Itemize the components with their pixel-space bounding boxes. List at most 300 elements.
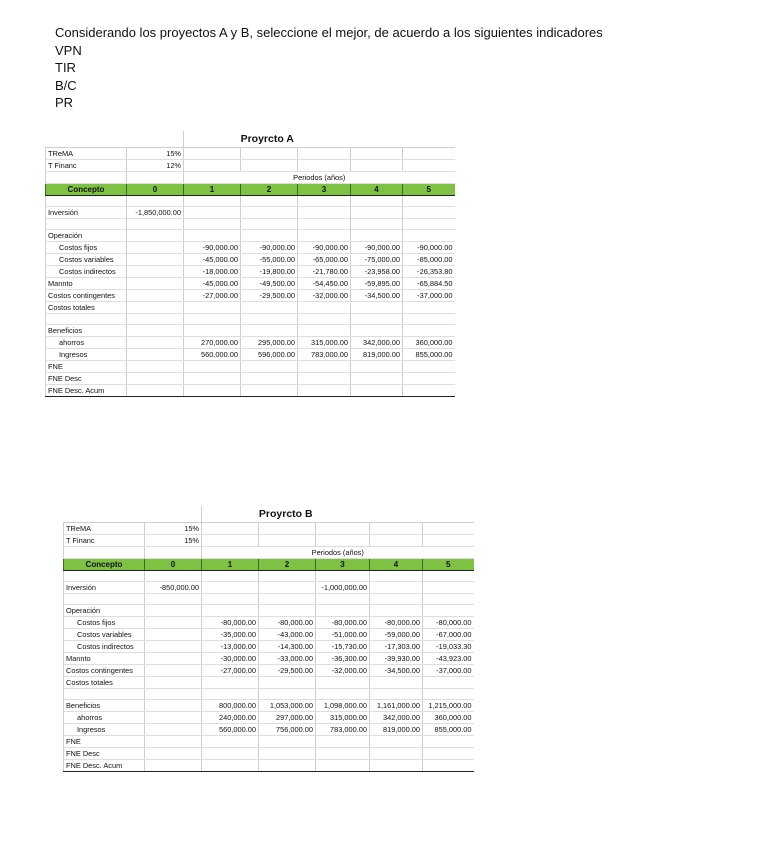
value-beneficios-p4[interactable] [351, 325, 403, 337]
value-costos-variables-p2[interactable]: -55,000.00 [241, 254, 298, 266]
header-period-4[interactable]: 4 [351, 184, 403, 196]
value-costos-contingentes-p3[interactable]: -32,000.00 [316, 665, 370, 677]
value-fne-desc-p2[interactable] [241, 373, 298, 385]
label-fne-desc-acum[interactable]: FNE Desc. Acum [46, 385, 127, 397]
value-costos-totales-p5[interactable] [403, 302, 455, 314]
empty-cell[interactable] [46, 219, 127, 230]
value-inversi-n-p5[interactable] [403, 207, 455, 219]
value-costos-totales-p5[interactable] [423, 677, 474, 689]
blank-cell[interactable] [145, 506, 202, 523]
value-costos-indirectos-p0[interactable] [127, 266, 184, 278]
value-inversi-n-p1[interactable] [202, 582, 259, 594]
value-inversi-n-p2[interactable] [241, 207, 298, 219]
empty-cell[interactable] [46, 314, 127, 325]
empty-cell[interactable] [423, 689, 474, 700]
empty-cell[interactable] [184, 160, 241, 172]
value-fne-desc-acum-p3[interactable] [316, 760, 370, 772]
value-mannto-p4[interactable]: -59,895.00 [351, 278, 403, 290]
value-costos-variables-p5[interactable]: -67,000.00 [423, 629, 474, 641]
value-fne-desc-acum-p2[interactable] [241, 385, 298, 397]
periods-label[interactable]: Periodos (años) [202, 547, 474, 559]
value-costos-variables-p3[interactable]: -51,000.00 [316, 629, 370, 641]
value-mannto-p3[interactable]: -36,300.00 [316, 653, 370, 665]
value-fne-desc-p4[interactable] [370, 748, 423, 760]
value-costos-variables-p1[interactable]: -45,000.00 [184, 254, 241, 266]
value-costos-indirectos-p1[interactable]: -18,000.00 [184, 266, 241, 278]
empty-cell[interactable] [202, 689, 259, 700]
value-inversi-n-p0[interactable]: -850,000.00 [145, 582, 202, 594]
value-fne-desc-p3[interactable] [316, 748, 370, 760]
value-mannto-p1[interactable]: -45,000.00 [184, 278, 241, 290]
value-fne-desc-p4[interactable] [351, 373, 403, 385]
trema-label[interactable]: TReMA [64, 523, 145, 535]
empty-cell[interactable] [351, 219, 403, 230]
value-ahorros-p0[interactable] [127, 337, 184, 349]
value-costos-contingentes-p1[interactable]: -27,000.00 [202, 665, 259, 677]
empty-cell[interactable] [423, 523, 474, 535]
value-ahorros-p4[interactable]: 342,000.00 [351, 337, 403, 349]
row-costos-variables [64, 629, 474, 641]
empty-cell[interactable] [423, 535, 474, 547]
value-fne-p5[interactable] [403, 361, 455, 373]
value-ahorros-p5[interactable]: 360,000.00 [403, 337, 455, 349]
value-fne-desc-p0[interactable] [127, 373, 184, 385]
value-costos-variables-p5[interactable]: -85,000.00 [403, 254, 455, 266]
value-costos-contingentes-p4[interactable]: -34,500.00 [351, 290, 403, 302]
empty-cell[interactable] [64, 594, 145, 605]
value-ahorros-p0[interactable] [145, 712, 202, 724]
value-fne-p3[interactable] [316, 736, 370, 748]
label-beneficios[interactable]: Beneficios [64, 700, 145, 712]
empty-cell[interactable] [241, 148, 298, 160]
empty-cell[interactable] [145, 689, 202, 700]
value-fne-p5[interactable] [423, 736, 474, 748]
empty-cell[interactable] [46, 196, 127, 207]
value-operaci-n-p3[interactable] [298, 230, 351, 242]
row-fne-desc-acum [64, 760, 474, 772]
value-fne-desc-p3[interactable] [298, 373, 351, 385]
value-operaci-n-p4[interactable] [370, 605, 423, 617]
value-mannto-p2[interactable]: -33,000.00 [259, 653, 316, 665]
value-inversi-n-p3[interactable] [298, 207, 351, 219]
header-period-0[interactable]: 0 [127, 184, 184, 196]
value-costos-totales-p2[interactable] [241, 302, 298, 314]
empty-cell[interactable] [259, 594, 316, 605]
label-fne-desc[interactable]: FNE Desc [46, 373, 127, 385]
empty-cell[interactable] [127, 314, 184, 325]
value-operaci-n-p2[interactable] [259, 605, 316, 617]
tfinanc-label[interactable]: T Financ [46, 160, 127, 172]
empty-cell[interactable] [202, 523, 259, 535]
value-fne-p2[interactable] [241, 361, 298, 373]
value-ingresos-p5[interactable]: 855,000.00 [423, 724, 474, 736]
empty-cell[interactable] [403, 196, 455, 207]
value-costos-contingentes-p2[interactable]: -29,500.00 [259, 665, 316, 677]
value-costos-variables-p4[interactable]: -59,000.00 [370, 629, 423, 641]
value-costos-totales-p0[interactable] [145, 677, 202, 689]
tfinanc-value[interactable]: 15% [145, 535, 202, 547]
value-mannto-p1[interactable]: -30,000.00 [202, 653, 259, 665]
empty-cell[interactable] [351, 160, 403, 172]
blank-cell[interactable] [423, 506, 474, 523]
value-operaci-n-p2[interactable] [241, 230, 298, 242]
blank-cell[interactable] [127, 131, 184, 148]
label-beneficios[interactable]: Beneficios [46, 325, 127, 337]
label-costos-totales[interactable]: Costos totales [64, 677, 145, 689]
value-costos-fijos-p0[interactable] [127, 242, 184, 254]
value-costos-fijos-p3[interactable]: -90,000.00 [298, 242, 351, 254]
value-inversi-n-p0[interactable]: -1,850,000.00 [127, 207, 184, 219]
empty-cell[interactable] [64, 547, 145, 559]
value-costos-totales-p1[interactable] [184, 302, 241, 314]
value-mannto-p5[interactable]: -65,884.50 [403, 278, 455, 290]
value-costos-fijos-p2[interactable]: -90,000.00 [241, 242, 298, 254]
sheet-title[interactable]: Proyrcto A [184, 131, 351, 148]
value-costos-totales-p4[interactable] [351, 302, 403, 314]
value-beneficios-p5[interactable] [403, 325, 455, 337]
value-beneficios-p4[interactable]: 1,161,000.00 [370, 700, 423, 712]
value-ingresos-p4[interactable]: 819,000.00 [370, 724, 423, 736]
empty-cell[interactable] [64, 689, 145, 700]
row-inversi-n [64, 582, 474, 594]
value-costos-contingentes-p5[interactable]: -37,000.00 [423, 665, 474, 677]
label-costos-contingentes[interactable]: Costos contingentes [46, 290, 127, 302]
trema-value[interactable]: 15% [127, 148, 184, 160]
value-costos-contingentes-p0[interactable] [127, 290, 184, 302]
value-ingresos-p5[interactable]: 855,000.00 [403, 349, 455, 361]
value-mannto-p3[interactable]: -54,450.00 [298, 278, 351, 290]
value-ingresos-p2[interactable]: 756,000.00 [259, 724, 316, 736]
value-costos-totales-p3[interactable] [316, 677, 370, 689]
value-costos-variables-p4[interactable]: -75,000.00 [351, 254, 403, 266]
value-ingresos-p0[interactable] [145, 724, 202, 736]
header-period-2[interactable]: 2 [259, 559, 316, 571]
value-fne-p0[interactable] [127, 361, 184, 373]
value-costos-fijos-p5[interactable]: -80,000.00 [423, 617, 474, 629]
value-ingresos-p1[interactable]: 560,000.00 [202, 724, 259, 736]
empty-cell[interactable] [370, 535, 423, 547]
empty-cell[interactable] [403, 314, 455, 325]
empty-cell[interactable] [298, 314, 351, 325]
empty-cell[interactable] [423, 571, 474, 582]
value-costos-variables-p0[interactable] [127, 254, 184, 266]
label-costos-variables[interactable]: Costos variables [64, 629, 145, 641]
value-fne-desc-p0[interactable] [145, 748, 202, 760]
empty-cell[interactable] [241, 314, 298, 325]
value-inversi-n-p4[interactable] [351, 207, 403, 219]
label-costos-fijos[interactable]: Costos fijos [46, 242, 127, 254]
value-operaci-n-p4[interactable] [351, 230, 403, 242]
label-costos-fijos[interactable]: Costos fijos [64, 617, 145, 629]
value-mannto-p2[interactable]: -49,500.00 [241, 278, 298, 290]
value-operaci-n-p1[interactable] [202, 605, 259, 617]
label-inversi-n[interactable]: Inversión [64, 582, 145, 594]
value-fne-desc-acum-p5[interactable] [423, 760, 474, 772]
label-ingresos[interactable]: Ingresos [64, 724, 145, 736]
label-fne-desc[interactable]: FNE Desc [64, 748, 145, 760]
value-fne-desc-acum-p1[interactable] [202, 760, 259, 772]
value-fne-desc-acum-p4[interactable] [351, 385, 403, 397]
label-mannto[interactable]: Mannto [46, 278, 127, 290]
value-beneficios-p3[interactable] [298, 325, 351, 337]
value-costos-contingentes-p5[interactable]: -37,000.00 [403, 290, 455, 302]
label-inversi-n[interactable]: Inversión [46, 207, 127, 219]
empty-cell[interactable] [316, 571, 370, 582]
empty-cell[interactable] [351, 314, 403, 325]
empty-cell[interactable] [127, 196, 184, 207]
empty-cell[interactable] [316, 594, 370, 605]
empty-cell[interactable] [184, 196, 241, 207]
value-costos-indirectos-p3[interactable]: -21,780.00 [298, 266, 351, 278]
value-beneficios-p3[interactable]: 1,098,000.00 [316, 700, 370, 712]
value-inversi-n-p5[interactable] [423, 582, 474, 594]
value-costos-indirectos-p2[interactable]: -14,300.00 [259, 641, 316, 653]
header-concepto[interactable]: Concepto [64, 559, 145, 571]
empty-cell[interactable] [127, 219, 184, 230]
empty-cell[interactable] [298, 219, 351, 230]
value-fne-desc-acum-p2[interactable] [259, 760, 316, 772]
empty-cell[interactable] [259, 571, 316, 582]
empty-cell[interactable] [370, 523, 423, 535]
value-ahorros-p2[interactable]: 297,000.00 [259, 712, 316, 724]
value-ahorros-p1[interactable]: 240,000.00 [202, 712, 259, 724]
value-costos-fijos-p3[interactable]: -80,000.00 [316, 617, 370, 629]
value-costos-fijos-p1[interactable]: -80,000.00 [202, 617, 259, 629]
label-ahorros[interactable]: ahorros [64, 712, 145, 724]
value-costos-fijos-p4[interactable]: -80,000.00 [370, 617, 423, 629]
header-period-5[interactable]: 5 [403, 184, 455, 196]
value-costos-fijos-p5[interactable]: -90,000.00 [403, 242, 455, 254]
empty-cell[interactable] [316, 689, 370, 700]
label-ingresos[interactable]: Ingresos [46, 349, 127, 361]
periods-row [46, 172, 455, 184]
empty-cell[interactable] [202, 571, 259, 582]
value-costos-indirectos-p4[interactable]: -17,303.00 [370, 641, 423, 653]
header-period-5[interactable]: 5 [423, 559, 474, 571]
empty-cell[interactable] [145, 594, 202, 605]
empty-cell[interactable] [403, 219, 455, 230]
value-fne-p4[interactable] [370, 736, 423, 748]
value-fne-p1[interactable] [202, 736, 259, 748]
header-period-1[interactable]: 1 [202, 559, 259, 571]
value-costos-variables-p2[interactable]: -43,000.00 [259, 629, 316, 641]
blank-cell[interactable] [351, 131, 403, 148]
value-costos-indirectos-p4[interactable]: -23,958.00 [351, 266, 403, 278]
value-ingresos-p3[interactable]: 783,000.00 [316, 724, 370, 736]
value-beneficios-p5[interactable]: 1,215,000.00 [423, 700, 474, 712]
value-costos-totales-p4[interactable] [370, 677, 423, 689]
value-costos-indirectos-p5[interactable]: -26,353.80 [403, 266, 455, 278]
empty-cell[interactable] [184, 148, 241, 160]
blank-cell[interactable] [46, 131, 127, 148]
value-costos-variables-p0[interactable] [145, 629, 202, 641]
value-ingresos-p1[interactable]: 560,000.00 [184, 349, 241, 361]
empty-cell[interactable] [423, 594, 474, 605]
blank-cell[interactable] [64, 506, 145, 523]
empty-cell[interactable] [351, 196, 403, 207]
empty-cell[interactable] [259, 535, 316, 547]
value-costos-contingentes-p2[interactable]: -29,500.00 [241, 290, 298, 302]
empty-cell[interactable] [46, 172, 127, 184]
label-costos-indirectos[interactable]: Costos indirectos [46, 266, 127, 278]
value-beneficios-p2[interactable] [241, 325, 298, 337]
trema-value[interactable]: 15% [145, 523, 202, 535]
empty-cell[interactable] [64, 571, 145, 582]
value-ahorros-p3[interactable]: 315,000.00 [316, 712, 370, 724]
value-costos-variables-p3[interactable]: -65,000.00 [298, 254, 351, 266]
value-costos-fijos-p0[interactable] [145, 617, 202, 629]
empty-cell[interactable] [259, 523, 316, 535]
value-ingresos-p4[interactable]: 819,000.00 [351, 349, 403, 361]
empty-cell[interactable] [145, 571, 202, 582]
value-costos-indirectos-p1[interactable]: -13,000.00 [202, 641, 259, 653]
value-inversi-n-p2[interactable] [259, 582, 316, 594]
tfinanc-label[interactable]: T Financ [64, 535, 145, 547]
empty-cell[interactable] [298, 196, 351, 207]
value-fne-desc-acum-p4[interactable] [370, 760, 423, 772]
value-fne-p2[interactable] [259, 736, 316, 748]
value-beneficios-p1[interactable] [184, 325, 241, 337]
empty-cell[interactable] [370, 594, 423, 605]
tfinanc-value[interactable]: 12% [127, 160, 184, 172]
value-operaci-n-p5[interactable] [423, 605, 474, 617]
empty-cell[interactable] [403, 160, 455, 172]
label-costos-totales[interactable]: Costos totales [46, 302, 127, 314]
value-operaci-n-p0[interactable] [127, 230, 184, 242]
blank-cell[interactable] [403, 131, 455, 148]
empty-cell[interactable] [127, 172, 184, 184]
value-fne-desc-p5[interactable] [403, 373, 455, 385]
value-costos-totales-p1[interactable] [202, 677, 259, 689]
empty-cell[interactable] [145, 547, 202, 559]
header-period-2[interactable]: 2 [241, 184, 298, 196]
value-ahorros-p4[interactable]: 342,000.00 [370, 712, 423, 724]
value-mannto-p0[interactable] [145, 653, 202, 665]
header-period-3[interactable]: 3 [316, 559, 370, 571]
empty-cell[interactable] [316, 523, 370, 535]
value-operaci-n-p1[interactable] [184, 230, 241, 242]
value-beneficios-p2[interactable]: 1,053,000.00 [259, 700, 316, 712]
label-mannto[interactable]: Mannto [64, 653, 145, 665]
value-costos-contingentes-p3[interactable]: -32,000.00 [298, 290, 351, 302]
label-costos-variables[interactable]: Costos variables [46, 254, 127, 266]
value-inversi-n-p3[interactable]: -1,000,000.00 [316, 582, 370, 594]
value-ahorros-p5[interactable]: 360,000.00 [423, 712, 474, 724]
label-fne-desc-acum[interactable]: FNE Desc. Acum [64, 760, 145, 772]
periods-label[interactable]: Periodos (años) [184, 172, 455, 184]
value-ahorros-p2[interactable]: 295,000.00 [241, 337, 298, 349]
value-fne-p4[interactable] [351, 361, 403, 373]
value-ingresos-p0[interactable] [127, 349, 184, 361]
empty-cell[interactable] [202, 535, 259, 547]
value-mannto-p0[interactable] [127, 278, 184, 290]
value-costos-totales-p0[interactable] [127, 302, 184, 314]
empty-cell[interactable] [403, 148, 455, 160]
value-costos-contingentes-p1[interactable]: -27,000.00 [184, 290, 241, 302]
label-fne[interactable]: FNE [64, 736, 145, 748]
value-ingresos-p2[interactable]: 596,000.00 [241, 349, 298, 361]
value-fne-p0[interactable] [145, 736, 202, 748]
value-fne-p1[interactable] [184, 361, 241, 373]
empty-cell[interactable] [370, 689, 423, 700]
header-period-3[interactable]: 3 [298, 184, 351, 196]
value-ingresos-p3[interactable]: 783,000.00 [298, 349, 351, 361]
label-operaci-n[interactable]: Operación [46, 230, 127, 242]
label-fne[interactable]: FNE [46, 361, 127, 373]
value-costos-fijos-p2[interactable]: -80,000.00 [259, 617, 316, 629]
value-costos-fijos-p1[interactable]: -90,000.00 [184, 242, 241, 254]
value-costos-contingentes-p4[interactable]: -34,500.00 [370, 665, 423, 677]
empty-cell[interactable] [241, 196, 298, 207]
empty-cell[interactable] [316, 535, 370, 547]
value-costos-fijos-p4[interactable]: -90,000.00 [351, 242, 403, 254]
value-beneficios-p0[interactable] [145, 700, 202, 712]
empty-cell[interactable] [202, 594, 259, 605]
value-operaci-n-p5[interactable] [403, 230, 455, 242]
header-period-0[interactable]: 0 [145, 559, 202, 571]
value-costos-indirectos-p5[interactable]: -19,033.30 [423, 641, 474, 653]
value-costos-totales-p2[interactable] [259, 677, 316, 689]
empty-cell[interactable] [370, 571, 423, 582]
value-fne-desc-acum-p0[interactable] [145, 760, 202, 772]
empty-cell[interactable] [298, 160, 351, 172]
value-costos-totales-p3[interactable] [298, 302, 351, 314]
value-costos-indirectos-p0[interactable] [145, 641, 202, 653]
value-beneficios-p0[interactable] [127, 325, 184, 337]
value-fne-desc-acum-p5[interactable] [403, 385, 455, 397]
value-fne-desc-acum-p0[interactable] [127, 385, 184, 397]
value-inversi-n-p4[interactable] [370, 582, 423, 594]
value-costos-contingentes-p0[interactable] [145, 665, 202, 677]
value-mannto-p4[interactable]: -39,930.00 [370, 653, 423, 665]
value-fne-desc-acum-p3[interactable] [298, 385, 351, 397]
value-mannto-p5[interactable]: -43,923.00 [423, 653, 474, 665]
empty-cell[interactable] [241, 219, 298, 230]
value-inversi-n-p1[interactable] [184, 207, 241, 219]
value-fne-desc-p2[interactable] [259, 748, 316, 760]
label-costos-indirectos[interactable]: Costos indirectos [64, 641, 145, 653]
sheet-title[interactable]: Proyrcto B [202, 506, 370, 523]
empty-cell[interactable] [298, 148, 351, 160]
value-beneficios-p1[interactable]: 800,000.00 [202, 700, 259, 712]
value-operaci-n-p0[interactable] [145, 605, 202, 617]
empty-cell[interactable] [241, 160, 298, 172]
value-operaci-n-p3[interactable] [316, 605, 370, 617]
value-costos-indirectos-p3[interactable]: -15,730.00 [316, 641, 370, 653]
value-fne-p3[interactable] [298, 361, 351, 373]
value-fne-desc-p1[interactable] [184, 373, 241, 385]
header-period-4[interactable]: 4 [370, 559, 423, 571]
empty-cell[interactable] [184, 219, 241, 230]
label-costos-contingentes[interactable]: Costos contingentes [64, 665, 145, 677]
empty-cell[interactable] [351, 148, 403, 160]
value-costos-variables-p1[interactable]: -35,000.00 [202, 629, 259, 641]
value-ahorros-p3[interactable]: 315,000.00 [298, 337, 351, 349]
value-fne-desc-acum-p1[interactable] [184, 385, 241, 397]
label-ahorros[interactable]: ahorros [46, 337, 127, 349]
value-fne-desc-p1[interactable] [202, 748, 259, 760]
trema-label[interactable]: TReMA [46, 148, 127, 160]
value-ahorros-p1[interactable]: 270,000.00 [184, 337, 241, 349]
value-costos-indirectos-p2[interactable]: -19,800.00 [241, 266, 298, 278]
value-fne-desc-p5[interactable] [423, 748, 474, 760]
header-concepto[interactable]: Concepto [46, 184, 127, 196]
header-period-1[interactable]: 1 [184, 184, 241, 196]
empty-cell[interactable] [259, 689, 316, 700]
label-operaci-n[interactable]: Operación [64, 605, 145, 617]
empty-cell[interactable] [184, 314, 241, 325]
blank-cell[interactable] [370, 506, 423, 523]
